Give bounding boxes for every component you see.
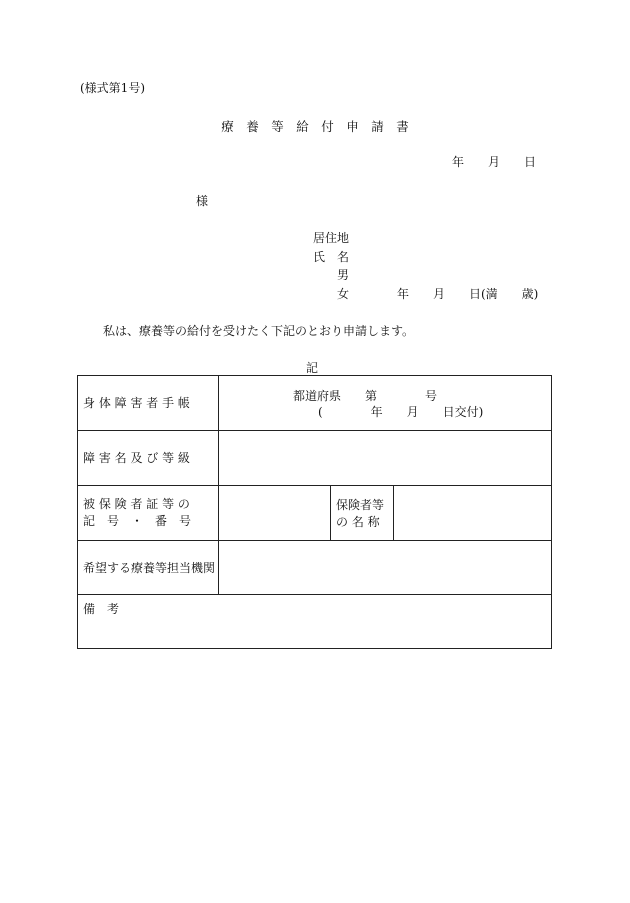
form-number: (様式第1号): [80, 81, 145, 95]
address-label: 居住地: [313, 231, 350, 245]
table-row-insurance: [78, 486, 551, 541]
column-divider: [218, 431, 219, 485]
application-form-table: [77, 375, 552, 649]
preferred-institution-label: 希望する療養等担当機関: [83, 561, 216, 575]
column-divider: [330, 486, 331, 540]
handbook-prefecture-number: 都道府県 第 号: [293, 389, 438, 403]
document-title: 療 養 等 給 付 申 請 書: [221, 119, 409, 134]
insurer-name-label-line1: 保険者等: [336, 498, 385, 512]
name-label: 氏 名: [313, 250, 350, 264]
column-divider: [218, 486, 219, 540]
insurer-name-label-line2: の 名 称: [336, 515, 380, 529]
sex-female-birthdate: 女 年 月 日(満 歳): [337, 287, 539, 301]
handbook-issue-date: ( 年 月 日交付): [318, 405, 484, 419]
sex-male: 男: [337, 268, 350, 282]
disability-grade-label: 障 害 名 及 び 等 級: [83, 451, 190, 465]
remarks-label: 備 考: [83, 602, 120, 616]
column-divider: [218, 376, 219, 430]
application-statement: 私は、療養等の給付を受けたく下記のとおり申請します。: [103, 324, 415, 338]
table-row-handbook: [78, 376, 551, 431]
addressee-suffix: 様: [196, 194, 209, 208]
handbook-label: 身 体 障 害 者 手 帳: [83, 396, 190, 410]
insurance-card-label-line1: 被 保 険 者 証 等 の: [83, 497, 190, 511]
table-row-disability: [78, 431, 551, 486]
ki-heading: 記: [305, 361, 318, 375]
column-divider: [393, 486, 394, 540]
table-row-remarks: [78, 595, 551, 648]
application-date: 年 月 日: [452, 155, 537, 169]
insurance-card-label-line2: 記 号 ・ 番 号: [83, 514, 192, 528]
table-row-institution: [78, 541, 551, 595]
column-divider: [218, 541, 219, 594]
